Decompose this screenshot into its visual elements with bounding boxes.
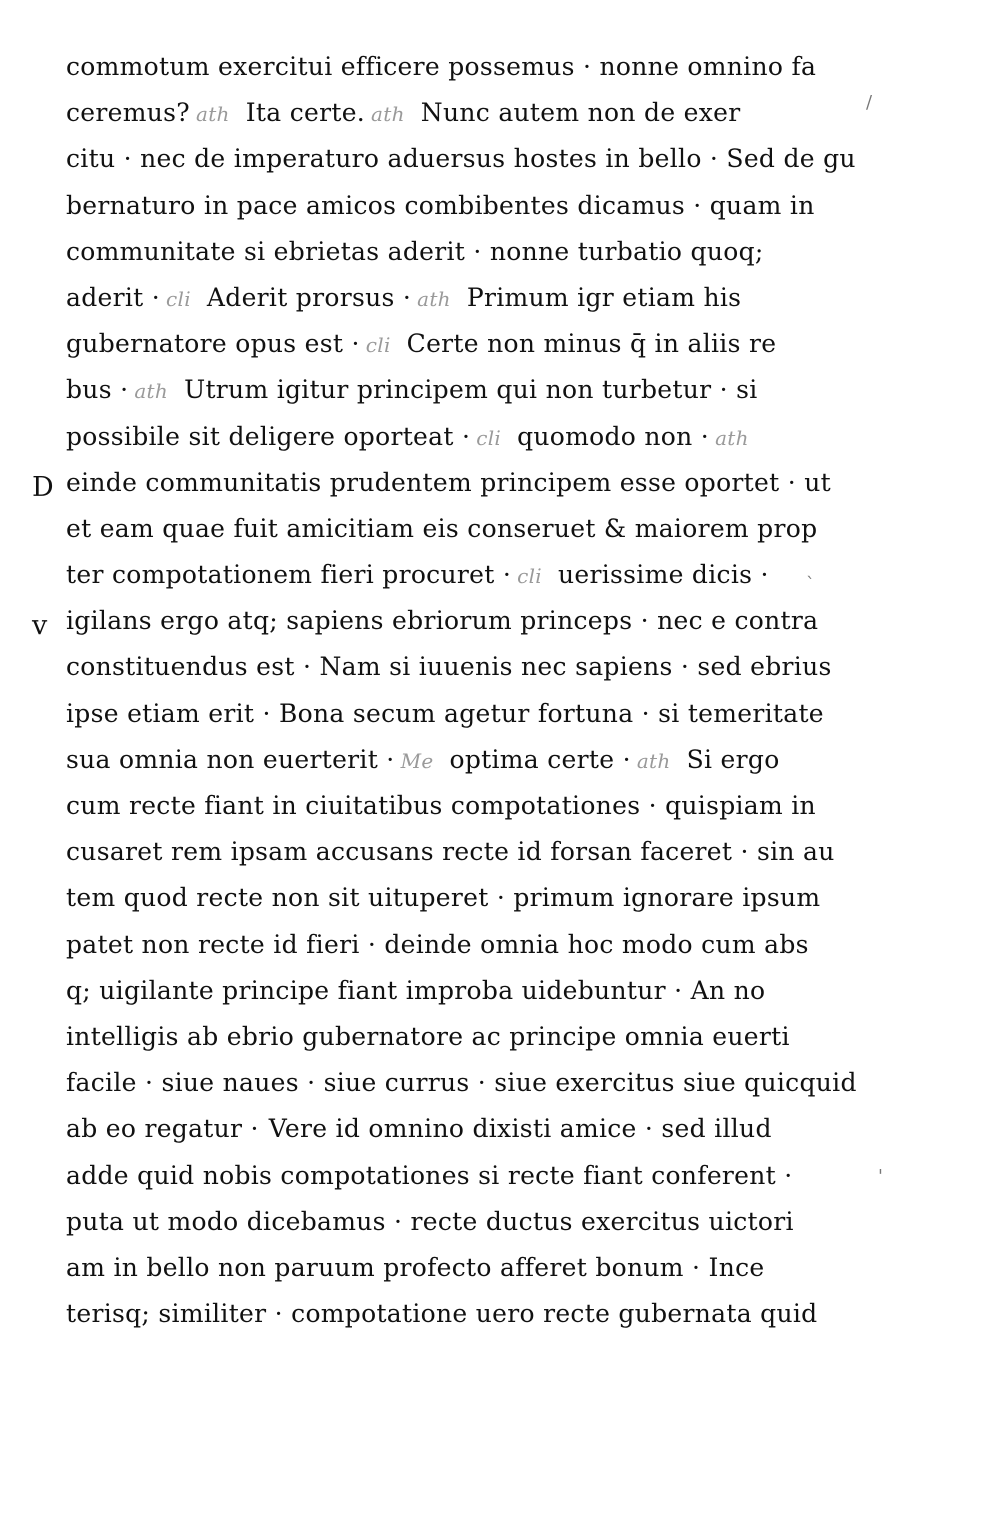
manuscript-line	[66, 922, 866, 968]
line-text: facile · siue naues · siue currus · siue exercitus siue quicquid	[66, 1068, 857, 1098]
margin-mark: `	[806, 574, 815, 595]
line-text: uerissime dicis ·	[557, 560, 769, 590]
manuscript-text-block	[66, 44, 866, 1337]
speaker-gloss: ath	[134, 379, 169, 404]
manuscript-line	[66, 321, 866, 367]
speaker-gloss: Me	[400, 748, 434, 773]
manuscript-line	[66, 506, 866, 552]
speaker-gloss: ath	[715, 425, 749, 450]
speaker-gloss: ath	[417, 286, 451, 311]
line-text: Primum igr etiam his	[466, 282, 742, 312]
line-text: et eam quae fuit amicitiam eis conseruet & maiorem prop	[66, 513, 818, 543]
line-text: sua omnia non euerterit ·	[66, 744, 395, 774]
line-text: cum recte fiant in ciuitatibus compotationes · quispiam in	[66, 791, 816, 820]
manuscript-line	[66, 1153, 866, 1199]
line-text: Certe non minus q̄ in aliis re	[406, 329, 777, 359]
manuscript-line	[66, 44, 866, 90]
manuscript-line	[66, 414, 866, 460]
line-text: cusaret rem ipsam accusans recte id forsan faceret · sin au	[66, 837, 835, 867]
manuscript-line	[66, 136, 866, 182]
manuscript-line	[66, 829, 866, 875]
manuscript-line	[66, 691, 866, 737]
line-text: Utrum igitur principem qui non turbetur · si	[184, 375, 758, 405]
line-text: possibile sit deligere oporteat ·	[66, 421, 471, 451]
manuscript-line	[66, 90, 866, 136]
manuscript-line	[66, 183, 866, 229]
speaker-gloss: ath	[371, 102, 405, 127]
line-text: ceremus?	[66, 98, 190, 128]
line-text: am in bello non paruum profecto afferet bonum · Ince	[66, 1252, 765, 1282]
line-text: constituendus est · Nam si iuuenis nec sapiens · sed ebrius	[66, 652, 832, 682]
speaker-gloss: ath	[195, 102, 230, 127]
speaker-gloss: cli	[517, 564, 542, 589]
line-text: Vere id omnino dixisti amice · sed illud	[268, 1114, 772, 1144]
margin-initial-v: v	[32, 610, 48, 641]
manuscript-line	[66, 1106, 866, 1152]
line-text: communitate si ebrietas aderit · nonne turbatio quoq;	[66, 236, 764, 266]
line-text: Aderit prorsus ·	[206, 282, 412, 312]
line-text: gubernatore opus est ·	[66, 329, 360, 359]
line-text: aderit ·	[66, 282, 160, 312]
speaker-gloss: cli	[166, 286, 191, 311]
manuscript-line	[66, 644, 866, 690]
speaker-gloss: ath	[636, 748, 671, 773]
manuscript-line	[66, 1199, 866, 1245]
line-text: bus ·	[66, 375, 129, 405]
line-text: tem quod recte non sit uituperet · primum ignorare ipsum	[66, 883, 821, 913]
line-text: puta ut modo dicebamus · recte ductus exercitus uictori	[66, 1206, 794, 1236]
manuscript-line	[66, 875, 866, 921]
line-text: einde communitatis prudentem principem esse oportet · ut	[66, 467, 831, 497]
margin-mark: '	[878, 1166, 883, 1187]
line-text: optima certe ·	[449, 744, 631, 774]
line-text: bernaturo in pace amicos combibentes dicamus · quam in	[66, 190, 815, 220]
line-text: igilans ergo atq; sapiens ebriorum princeps · nec e contra	[66, 606, 819, 636]
speaker-gloss: cli	[476, 425, 502, 450]
line-text: q; uigilante principe fiant improba uidebuntur · An no	[66, 975, 766, 1005]
line-text: terisq; similiter · compotatione uero recte gubernata quid	[66, 1299, 818, 1329]
manuscript-line	[66, 1245, 866, 1291]
margin-mark: /	[866, 92, 873, 113]
manuscript-line	[66, 552, 866, 598]
manuscript-line	[66, 1291, 866, 1337]
line-text: intelligis ab ebrio gubernatore ac principe omnia euerti	[66, 1021, 790, 1051]
line-text: citu · nec de imperaturo aduersus hostes in bello · Sed de gu	[66, 144, 856, 174]
line-text: Ita certe.	[245, 98, 366, 128]
line-text: ipse etiam erit · Bona secum agetur fortuna · si temeritate	[66, 698, 824, 728]
manuscript-line	[66, 968, 866, 1014]
manuscript-line	[66, 229, 866, 275]
line-text: Si ergo	[686, 744, 780, 774]
manuscript-line	[66, 367, 866, 413]
manuscript-line	[66, 783, 866, 829]
line-text: ab eo regatur ·	[66, 1114, 259, 1144]
manuscript-line	[66, 275, 866, 321]
line-text: commotum exercitui efficere possemus · nonne omnino fa	[66, 52, 817, 81]
line-text: adde quid nobis compotationes si recte fiant conferent ·	[66, 1160, 793, 1190]
margin-initial-d: D	[32, 472, 54, 503]
manuscript-line	[66, 1014, 866, 1060]
manuscript-line	[66, 460, 866, 506]
line-text: patet non recte id fieri · deinde omnia hoc modo cum abs	[66, 929, 809, 959]
line-text: quomodo non ·	[517, 421, 710, 451]
speaker-gloss: cli	[365, 333, 391, 358]
line-text: Nunc autem non de exer	[420, 98, 741, 128]
manuscript-line	[66, 737, 866, 783]
manuscript-line	[66, 598, 866, 644]
manuscript-line	[66, 1060, 866, 1106]
line-text: ter compotationem fieri procuret ·	[66, 560, 512, 590]
